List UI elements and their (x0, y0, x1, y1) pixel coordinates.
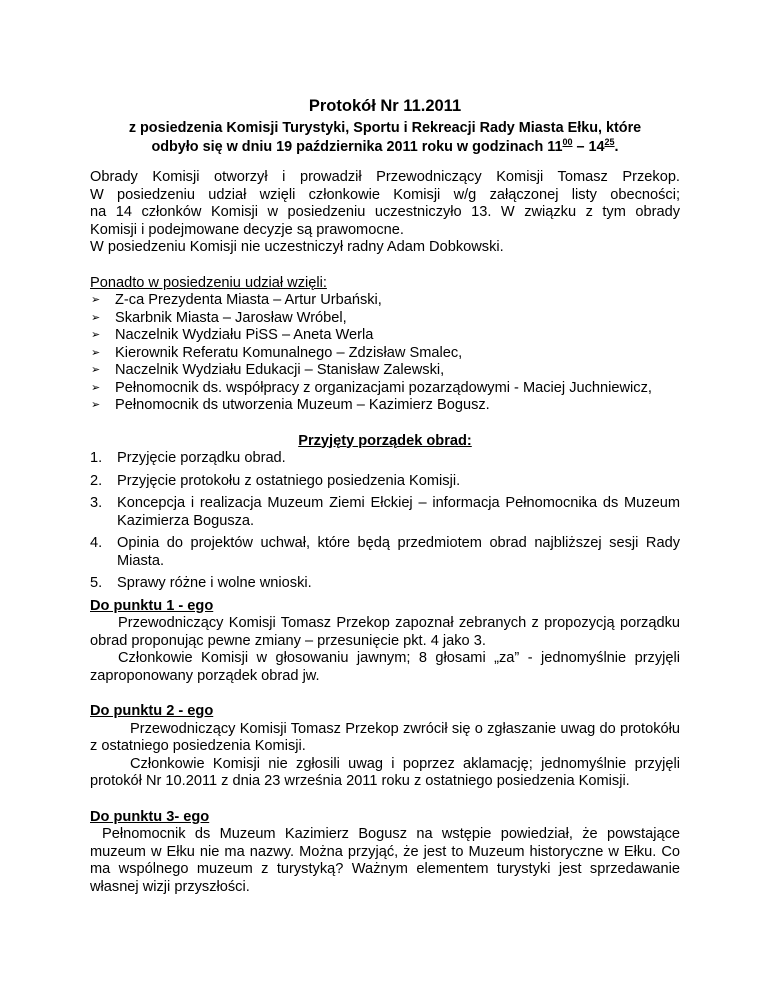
subtitle-end: . (614, 139, 619, 155)
point-1-paragraph: Członkowie Komisji w głosowaniu jawnym; 8 głosami „za” - jednomyślnie przyjęli zaproponowany porządek obrad jw. (90, 650, 680, 684)
agenda-item: 1. Przyjęcie porządku obrad. (90, 450, 286, 466)
participants-section (90, 275, 680, 415)
point-2-heading: Do punktu 2 - ego (90, 703, 214, 719)
participant-item: ➢ Z-ca Prezydenta Miasta – Artur Urbański, (91, 292, 382, 308)
participant-item: ➢ Pełnomocnik ds. współpracy z organizacjami pozarządowymi - Maciej Juchniewicz, (91, 379, 652, 396)
document-page (90, 96, 680, 896)
subtitle-line-1: z posiedzenia Komisji Turystyki, Sportu i Rekreacji Rady Miasta Ełku, które (128, 120, 642, 136)
point-3-paragraph: Pełnomocnik ds Muzeum Kazimierz Bogusz na wstępie powiedział, że powstające muzeum w Ełku nie ma nazwy. Można przyjąć, że jest to Muzeum historyczne w Ełku. Co ma wspólnego muzeum z turystyką? Ważnym elementem turystyki jest sprzedawanie własnej wizji przyszłości. (90, 826, 680, 895)
arrow-bullet-icon: ➢ (91, 311, 101, 324)
agenda-item: 2. Przyjęcie protokołu z ostatniego posiedzenia Komisji. (90, 472, 461, 489)
agenda-item: 4. Opinia do projektów uchwał, które będą przedmiotem obrad najbliższej sesji Rady Miasta. (90, 535, 680, 569)
intro-line: Obrady Komisji otworzył i prowadził Przewodniczący Komisji Tomasz Przekop. (90, 169, 680, 185)
time-start-minutes: 00 (562, 137, 573, 147)
point-1-paragraph: Przewodniczący Komisji Tomasz Przekop zapoznał zebranych z propozycją porządku obrad proponując pewne zmiany – przesunięcie pkt. 4 jako 3. (90, 615, 680, 649)
participant-item: ➢ Naczelnik Wydziału Edukacji – Stanisław Zalewski, (91, 362, 445, 378)
agenda-item: 3. Koncepcja i realizacja Muzeum Ziemi Ełckiej – informacja Pełnomocnika ds Muzeum Kazimierza Bogusza. (90, 495, 680, 529)
participant-item: ➢ Skarbnik Miasta – Jarosław Wróbel, (91, 309, 347, 326)
subtitle-dash: – 14 (572, 139, 605, 155)
arrow-bullet-icon: ➢ (91, 399, 101, 411)
intro-line: W posiedzeniu Komisji nie uczestniczył radny Adam Dobkowski. (90, 239, 504, 255)
participant-item: ➢ Naczelnik Wydziału PiSS – Aneta Werla (91, 327, 374, 343)
point-1-heading: Do punktu 1 - ego (90, 597, 214, 614)
agenda-item: 5. Sprawy różne i wolne wnioski. (90, 575, 312, 591)
point-3-section (90, 809, 680, 897)
point-2-paragraph: Przewodniczący Komisji Tomasz Przekop zwrócił się o zgłaszanie uwag do protokółu z ostatniego posiedzenia Komisji. (90, 720, 680, 754)
participants-heading: Ponadto w posiedzeniu udział wzięli: (90, 274, 327, 291)
arrow-bullet-icon: ➢ (91, 346, 101, 359)
participant-item: ➢ Pełnomocnik ds utworzenia Muzeum – Kazimierz Bogusz. (91, 397, 490, 413)
agenda-list (90, 450, 680, 593)
intro-line: na 14 członków Komisji w posiedzeniu uczestniczyło 13. W związku z tym obrady (90, 204, 680, 220)
point-3-heading: Do punktu 3- ego (90, 808, 210, 825)
time-end-minutes: 25 (604, 137, 615, 147)
intro-line: W posiedzeniu udział wzięli członkowie Komisji w/g załączonej listy obecności; (90, 186, 680, 203)
subtitle-line-2: odbyło się w dniu 19 października 2011 roku w godzinach 11 (151, 139, 563, 155)
document-subtitle (90, 119, 680, 157)
arrow-bullet-icon: ➢ (91, 329, 101, 341)
point-1-section (90, 598, 680, 686)
participants-list (90, 292, 680, 415)
intro-line: Komisji i podejmowane decyzje są prawomocne. (90, 221, 404, 238)
participant-item: ➢ Kierownik Referatu Komunalnego – Zdzisław Smalec, (91, 344, 463, 361)
intro-paragraph (90, 169, 680, 257)
arrow-bullet-icon: ➢ (91, 381, 101, 394)
arrow-bullet-icon: ➢ (91, 364, 101, 376)
point-2-section (90, 703, 680, 791)
point-2-paragraph: Członkowie Komisji nie zgłosili uwag i poprzez aklamację; jednomyślnie przyjęli protokół Nr 10.2011 z dnia 23 września 2011 roku z ostatniego posiedzenia Komisji. (90, 755, 680, 789)
document-title: Protokół Nr 11.2011 (308, 97, 462, 115)
arrow-bullet-icon: ➢ (91, 294, 101, 306)
agenda-heading: Przyjęty porządek obrad: (298, 432, 472, 449)
